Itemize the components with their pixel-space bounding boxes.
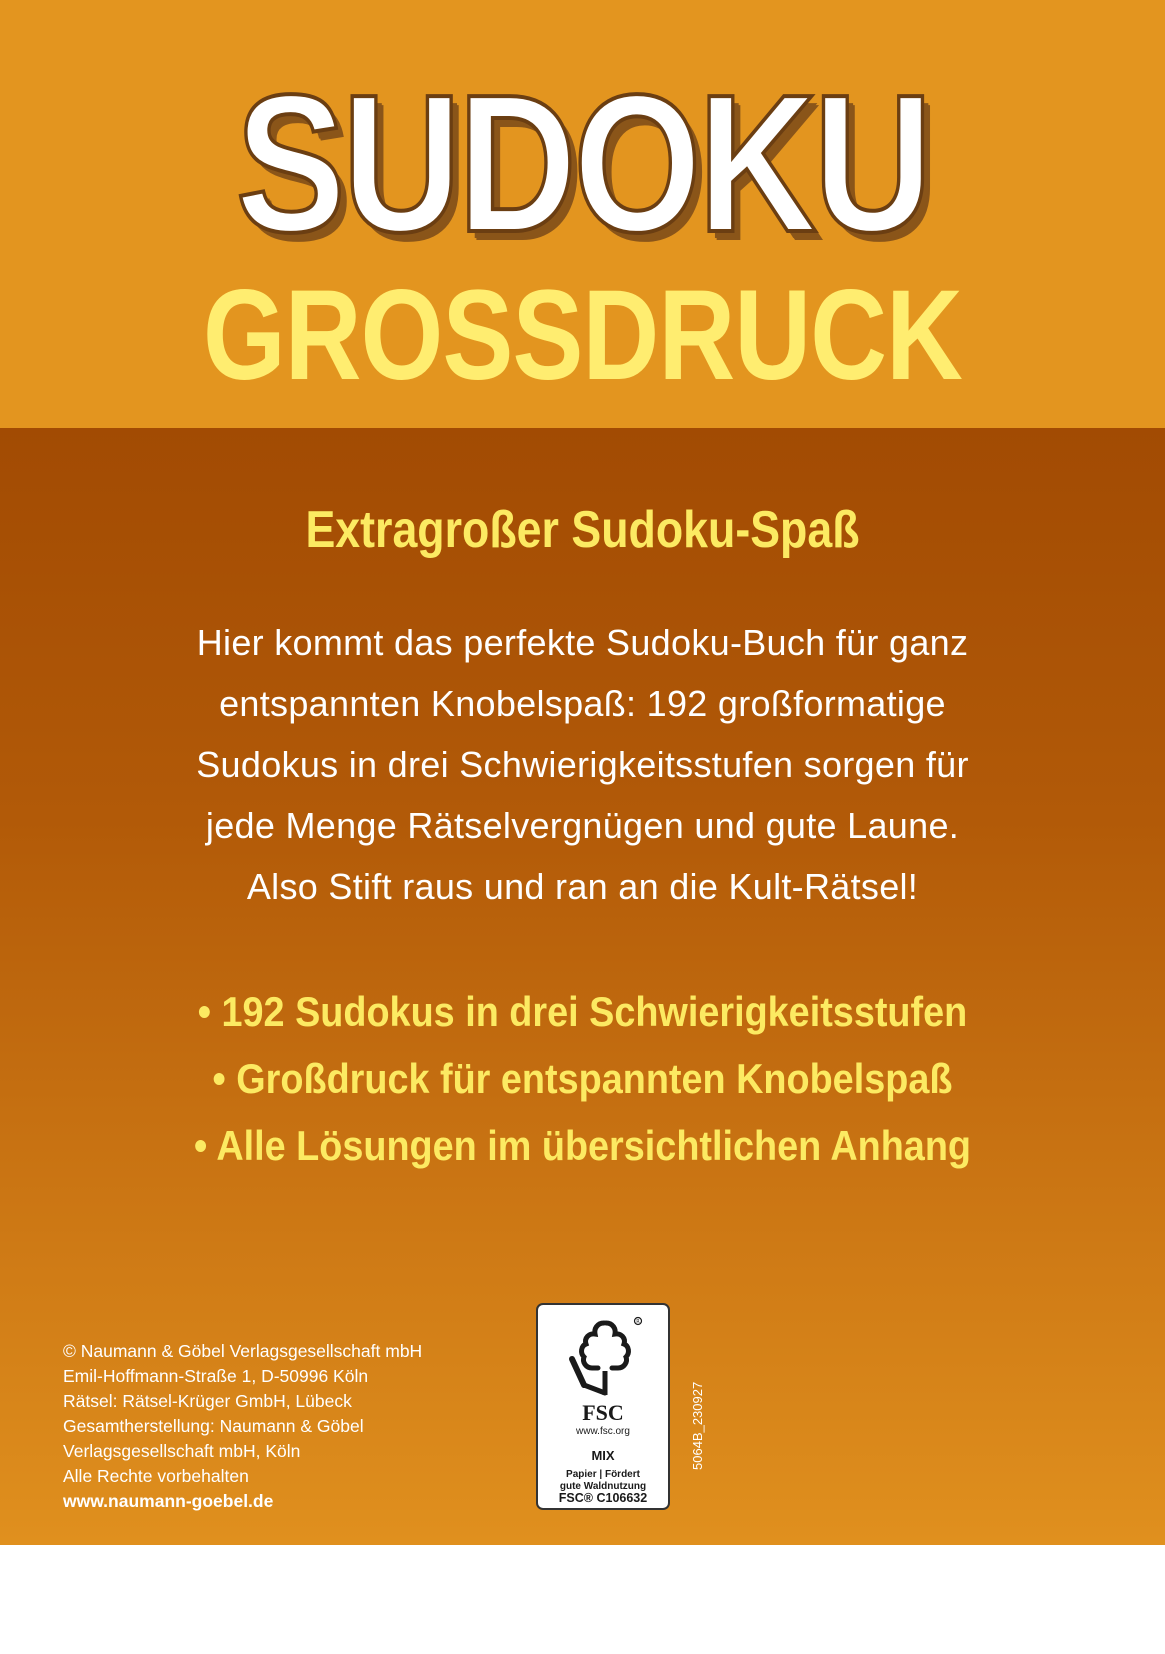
description-line: Sudokus in drei Schwierigkeitsstufen sorgen für: [196, 744, 969, 785]
imprint-line: Emil-Hoffmann-Straße 1, D-50996 Köln: [63, 1366, 369, 1386]
description-text: [120, 612, 1045, 917]
description-line: Also Stift raus und ran an die Kult-Rätsel!: [246, 866, 919, 907]
book-title: SUDOKU: [235, 54, 930, 273]
fsc-description: [538, 1469, 668, 1493]
article-code: 5064B_230927: [690, 1381, 705, 1470]
fsc-url: www.fsc.org: [576, 1426, 630, 1437]
publisher-website: www.naumann-goebel.de: [63, 1491, 274, 1511]
imprint-line: Verlagsgesellschaft mbH, Köln: [63, 1441, 301, 1461]
fsc-tree-icon: [564, 1315, 646, 1399]
feature-item: • Alle Lösungen im übersichtlichen Anhang: [193, 1122, 972, 1169]
fsc-description-line: Papier | Fördert: [566, 1469, 640, 1480]
book-subtitle: GROSSDRUCK: [202, 264, 963, 407]
fsc-description-line: gute Waldnutzung: [559, 1481, 647, 1492]
feature-item: • Großdruck für entspannten Knobelspaß: [212, 1055, 953, 1102]
imprint-line: Rätsel: Rätsel-Krüger GmbH, Lübeck: [63, 1391, 352, 1411]
fsc-license-code: FSC® C106632: [558, 1491, 648, 1505]
imprint-line: Gesamtherstellung: Naumann & Göbel: [63, 1416, 364, 1436]
imprint-line: Alle Rechte vorbehalten: [63, 1466, 249, 1486]
imprint-line: © Naumann & Göbel Verlagsgesellschaft mbH: [63, 1341, 423, 1361]
publisher-imprint: [63, 1339, 483, 1514]
svg-text:R: R: [636, 1319, 640, 1325]
description-line: jede Menge Rätselvergnügen und gute Laune.: [205, 805, 960, 846]
description-line: entspannten Knobelspaß: 192 großformatige: [219, 683, 946, 724]
feature-list: [0, 978, 1165, 1179]
fsc-label: [536, 1303, 670, 1510]
feature-item: • 192 Sudokus in drei Schwierigkeitsstufen: [197, 988, 968, 1035]
fsc-name: FSC: [582, 1400, 624, 1425]
content-headline: Extragroßer Sudoku-Spaß: [305, 501, 860, 559]
description-line: Hier kommt das perfekte Sudoku-Buch für ganz: [196, 622, 969, 663]
fsc-category: MIX: [591, 1448, 615, 1463]
